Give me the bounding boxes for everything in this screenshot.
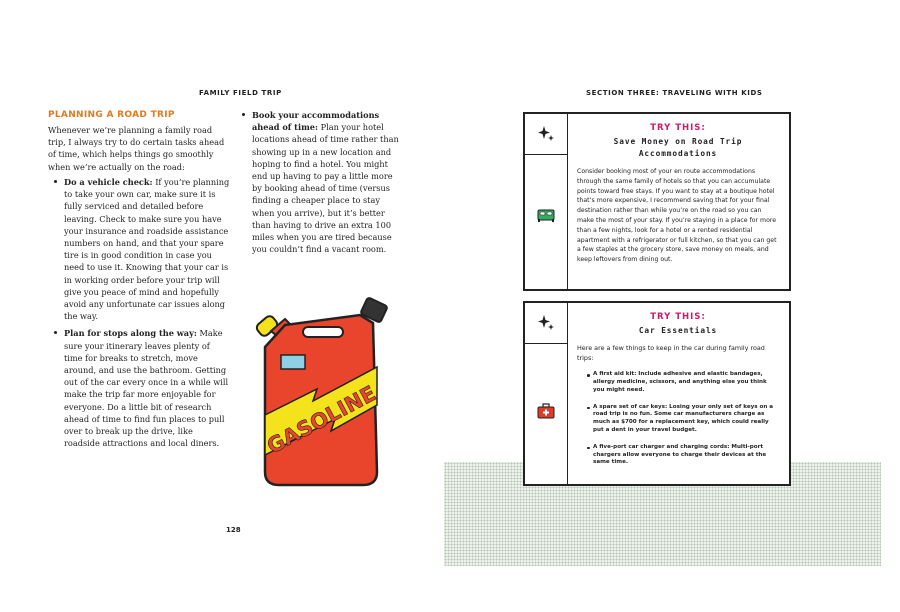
essentials-list [577, 371, 779, 467]
list-item-text: Plan your hotel locations ahead of time rather than showing up in a new location and hoping to find a hotel. You might end up having to pay a little more by booking ahead of time (versus finding a cheaper place to stay when you arrive), but it’s better than having to drive an extra 100 miles when you are tired because you couldn’t find a vacant room. [252, 122, 399, 255]
list-item [52, 327, 230, 449]
list-item-term: Book your accommodations ahead of time: [252, 110, 380, 133]
list-item: A five-port car charger and charging cords: Multi-port chargers allow everyone to charge their devices at the same time. [577, 444, 779, 467]
list-item [52, 176, 230, 322]
box-body: Consider booking most of your en route accommodations through the same family of hotels so that you can accumulate points toward free stays. If you want to stay at a boutique hotel that’s more expensive, I recommend saving that for your final destination rather than while you’re on the road so you can make the most of your stay. If you’re staying in a place for more than a few nights, look for a hotel or a rented residential apartment with a refrigerator or full kitchen, so that you can get a few staples at the grocery store, save money on meals, and keep leftovers from dining out. [577, 168, 777, 264]
try-this-label: TRY THIS: [650, 123, 706, 133]
list-item [240, 109, 400, 255]
box-title: Car Essentials [638, 326, 718, 335]
list-item: A spare set of car keys: Losing your only set of keys on a road trip is no fun. Some car manufacturers charge as much as $700 for a replacement key, which could really put a dent in your travel budget. [577, 404, 779, 435]
try-this-label: TRY THIS: [650, 312, 706, 322]
running-head-right: SECTION THREE: TRAVELING WITH KIDS [586, 89, 763, 97]
box-intro: Here are a few things to keep in the car during family road trips: [577, 344, 765, 362]
list-item: A first aid kit: Include adhesive and elastic bandages, allergy medicine, scissors, and anything else you think you might need. [577, 371, 779, 394]
list-item-text: Make sure your itinerary leaves plenty of time for breaks to stretch, move around, and use the bathroom. Getting out of the car every once in a while will make the trip far more enjoyable for everyone. Do a little bit of research ahead of time to find fun places to pull over to break up the drive, like roadside attractions and local diners. [64, 328, 229, 449]
section-title: PLANNING A ROAD TRIP [48, 110, 175, 120]
list-item-term: Do a vehicle check: [64, 177, 153, 187]
box-title: Save Money on Road Trip Accommodations [613, 137, 743, 158]
gas-can-illustration [245, 297, 395, 492]
sparkle-icon [536, 124, 556, 144]
intro-paragraph: Whenever we’re planning a family road trip, I always try to do certain tasks ahead of time, which helps things go smoothly when we’re actually on the road: [48, 125, 225, 172]
icon-column [525, 303, 568, 484]
list-item-text: If you’re planning to take your own car, make sure it is fully serviced and detailed before leaving. Check to make sure you have your insurance and roadside assistance numbers on hand, and that your spare tire is in good condition in case you need to use it. Knowing that your car is in working order before your trip will give you peace of mind and hopefully avoid any unfortunate car issues along the way. [64, 177, 230, 322]
list-item-term: Plan for stops along the way: [64, 328, 197, 339]
tips-list-column-2 [240, 109, 400, 260]
try-this-box-car-essentials [523, 301, 791, 486]
first-aid-kit-icon [537, 403, 555, 419]
sparkle-icon [536, 313, 556, 333]
gasoline-label: GASOLINE [263, 381, 380, 459]
icon-column [525, 114, 568, 289]
running-head-left: FAMILY FIELD TRIP [199, 89, 282, 97]
bed-icon [537, 208, 555, 222]
page-number: 128 [226, 526, 241, 534]
try-this-box-accommodations [523, 112, 791, 291]
tips-list-column-1 [52, 176, 230, 454]
